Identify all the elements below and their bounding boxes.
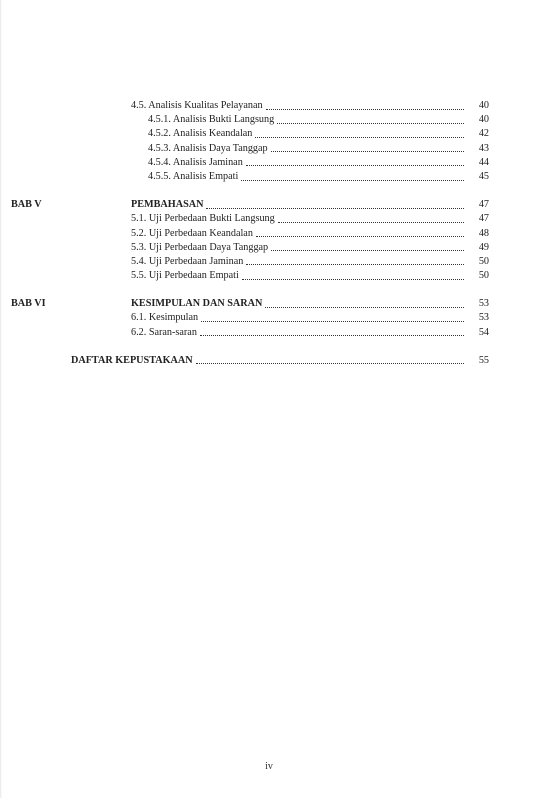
- table-of-contents: [11, 99, 489, 368]
- toc-entry-text: 4.5.5. Analisis Empati: [148, 170, 239, 182]
- toc-entry-text: 5.3. Uji Perbedaan Daya Tanggap: [131, 241, 269, 253]
- chapter-title: PEMBAHASAN: [131, 199, 204, 211]
- section-gap: [71, 340, 489, 354]
- toc-entry-4-5-3[interactable]: [71, 142, 489, 156]
- chapter-title: KESIMPULAN DAN SARAN: [131, 298, 263, 310]
- toc-entry-4-5-5[interactable]: [71, 170, 489, 184]
- dot-leader: [266, 101, 464, 110]
- scan-edge: [0, 0, 2, 798]
- toc-entry-text: DAFTAR KEPUSTAKAAN: [71, 354, 193, 366]
- page-number-footer: iv: [265, 761, 273, 772]
- chapter-label: BAB VI: [11, 298, 46, 310]
- toc-entry-text: 4.5.1. Analisis Bukti Langsung: [148, 114, 275, 126]
- dot-leader: [246, 256, 464, 265]
- toc-page-number: 50: [478, 270, 489, 282]
- dot-leader: [256, 228, 464, 237]
- dot-leader: [201, 313, 464, 322]
- toc-entry-5-3[interactable]: [71, 241, 489, 255]
- toc-page-number: 45: [478, 170, 489, 182]
- toc-entry-text: 4.5. Analisis Kualitas Pelayanan: [131, 100, 263, 111]
- toc-page-number: 47: [478, 213, 489, 225]
- dot-leader: [271, 143, 464, 152]
- chapter-label: BAB V: [11, 199, 42, 211]
- toc-entry-text: 5.4. Uji Perbedaan Jaminan: [131, 255, 244, 267]
- dot-leader: [196, 355, 464, 364]
- toc-page-number: 40: [478, 114, 489, 126]
- toc-entry-5-4[interactable]: [71, 255, 489, 269]
- toc-page-number: 48: [478, 227, 489, 239]
- toc-entry-6-1[interactable]: [71, 311, 489, 325]
- section-gap: [71, 184, 489, 198]
- toc-page-number: 53: [478, 312, 489, 324]
- toc-page-number: 47: [478, 199, 489, 211]
- toc-entry-5-5[interactable]: [71, 269, 489, 283]
- toc-page-number: 49: [478, 241, 489, 253]
- toc-entry-4-5[interactable]: [71, 99, 489, 113]
- toc-entry-text: 5.2. Uji Perbedaan Keandalan: [131, 227, 253, 239]
- toc-page-number: 43: [478, 142, 489, 154]
- toc-page-number: 53: [478, 298, 489, 310]
- toc-entry-4-5-2[interactable]: [71, 127, 489, 141]
- toc-page-number: 55: [478, 354, 489, 366]
- toc-page-number: 40: [478, 100, 489, 111]
- toc-chapter-bab-vi[interactable]: [11, 297, 489, 311]
- toc-entry-daftar-kepustakaan[interactable]: [71, 354, 489, 368]
- toc-entry-text: 5.1. Uji Perbedaan Bukti Langsung: [131, 213, 275, 225]
- toc-page-number: 50: [478, 255, 489, 267]
- dot-leader: [206, 200, 464, 209]
- toc-page-number: 42: [478, 128, 489, 140]
- dot-leader: [242, 271, 464, 280]
- toc-entry-5-1[interactable]: [71, 212, 489, 226]
- toc-entry-4-5-1[interactable]: [71, 113, 489, 127]
- toc-entry-4-5-4[interactable]: [71, 156, 489, 170]
- toc-entry-6-2[interactable]: [71, 326, 489, 340]
- dot-leader: [200, 327, 464, 336]
- dot-leader: [246, 157, 464, 166]
- toc-page-number: 44: [478, 156, 489, 168]
- toc-entry-text: 4.5.3. Analisis Daya Tanggap: [148, 142, 268, 154]
- toc-entry-text: 4.5.2. Analisis Keandalan: [148, 128, 253, 140]
- dot-leader: [265, 299, 464, 308]
- toc-chapter-bab-v[interactable]: [11, 198, 489, 212]
- toc-page-number: 54: [478, 326, 489, 338]
- dot-leader: [255, 129, 464, 138]
- toc-entry-text: 6.1. Kesimpulan: [131, 312, 199, 324]
- section-gap: [71, 283, 489, 297]
- dot-leader: [271, 242, 464, 251]
- dot-leader: [277, 115, 464, 124]
- dot-leader: [278, 214, 464, 223]
- toc-entry-text: 4.5.4. Analisis Jaminan: [148, 156, 243, 168]
- toc-entry-text: 5.5. Uji Perbedaan Empati: [131, 270, 239, 282]
- toc-entry-text: 6.2. Saran-saran: [131, 326, 197, 338]
- dot-leader: [241, 172, 464, 181]
- toc-entry-5-2[interactable]: [71, 227, 489, 241]
